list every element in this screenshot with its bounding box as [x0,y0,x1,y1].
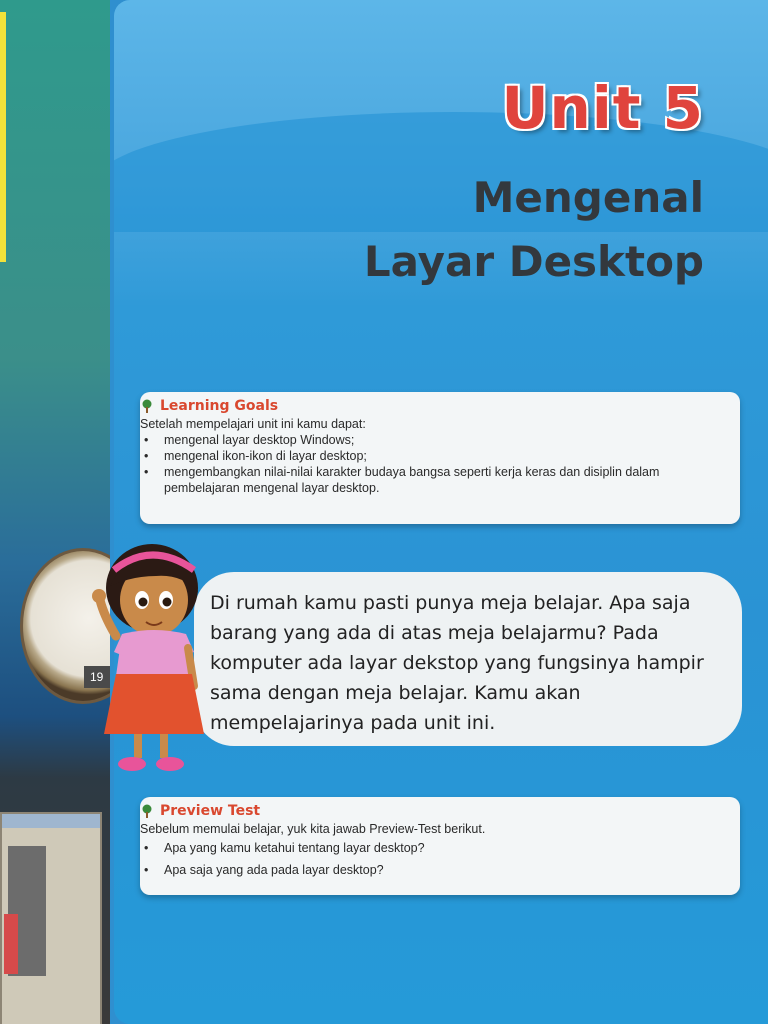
window-illustration [0,812,102,1024]
speech-text: Di rumah kamu pasti punya meja belajar. Apa saja barang yang ada di atas meja belajarmu? Pada komputer ada layar dekstop yang fungsinya hampir sama dengan meja belajar. Kamu akan mempelajarinya pada unit ini. [210,592,704,734]
title-line-1: Mengenal [472,173,704,222]
preview-test-heading [140,803,740,819]
preview-test-list [140,837,740,881]
yellow-tab [0,12,6,262]
preview-test-label: Preview Test [160,803,261,819]
window-panel-red [4,914,18,974]
title-line-2: Layar Desktop [363,237,704,286]
preview-test-intro: Sebelum memulai belajar, yuk kita jawab Preview-Test berikut. [140,822,486,836]
girl-illustration [86,536,216,776]
list-item: • mengenal layar desktop Windows; [140,432,740,448]
learning-goals-intro: Setelah mempelajari unit ini kamu dapat: [140,417,366,431]
unit-title: Unit 5 [501,74,704,142]
learning-goals-list [140,432,740,496]
tree-icon [140,804,154,818]
list-item: • mengenal ikon-ikon di layar desktop; [140,448,740,464]
tree-icon [140,399,154,413]
learning-goals-heading [140,398,740,414]
list-item: • Apa saja yang ada pada layar desktop? [140,859,740,881]
preview-test-box [140,797,740,895]
page-title [364,166,704,294]
gauge-number: 19 [84,666,110,688]
learning-goals-box [140,392,740,524]
list-item: • mengembangkan nilai-nilai karakter budaya bangsa seperti kerja keras dan disiplin dalam pembelajaran mengenal layar desktop. [140,464,664,496]
window-titlebar [2,814,100,828]
left-page-strip [0,0,110,1024]
learning-goals-label: Learning Goals [160,398,279,414]
list-item: • Apa yang kamu ketahui tentang layar desktop? [140,837,740,859]
